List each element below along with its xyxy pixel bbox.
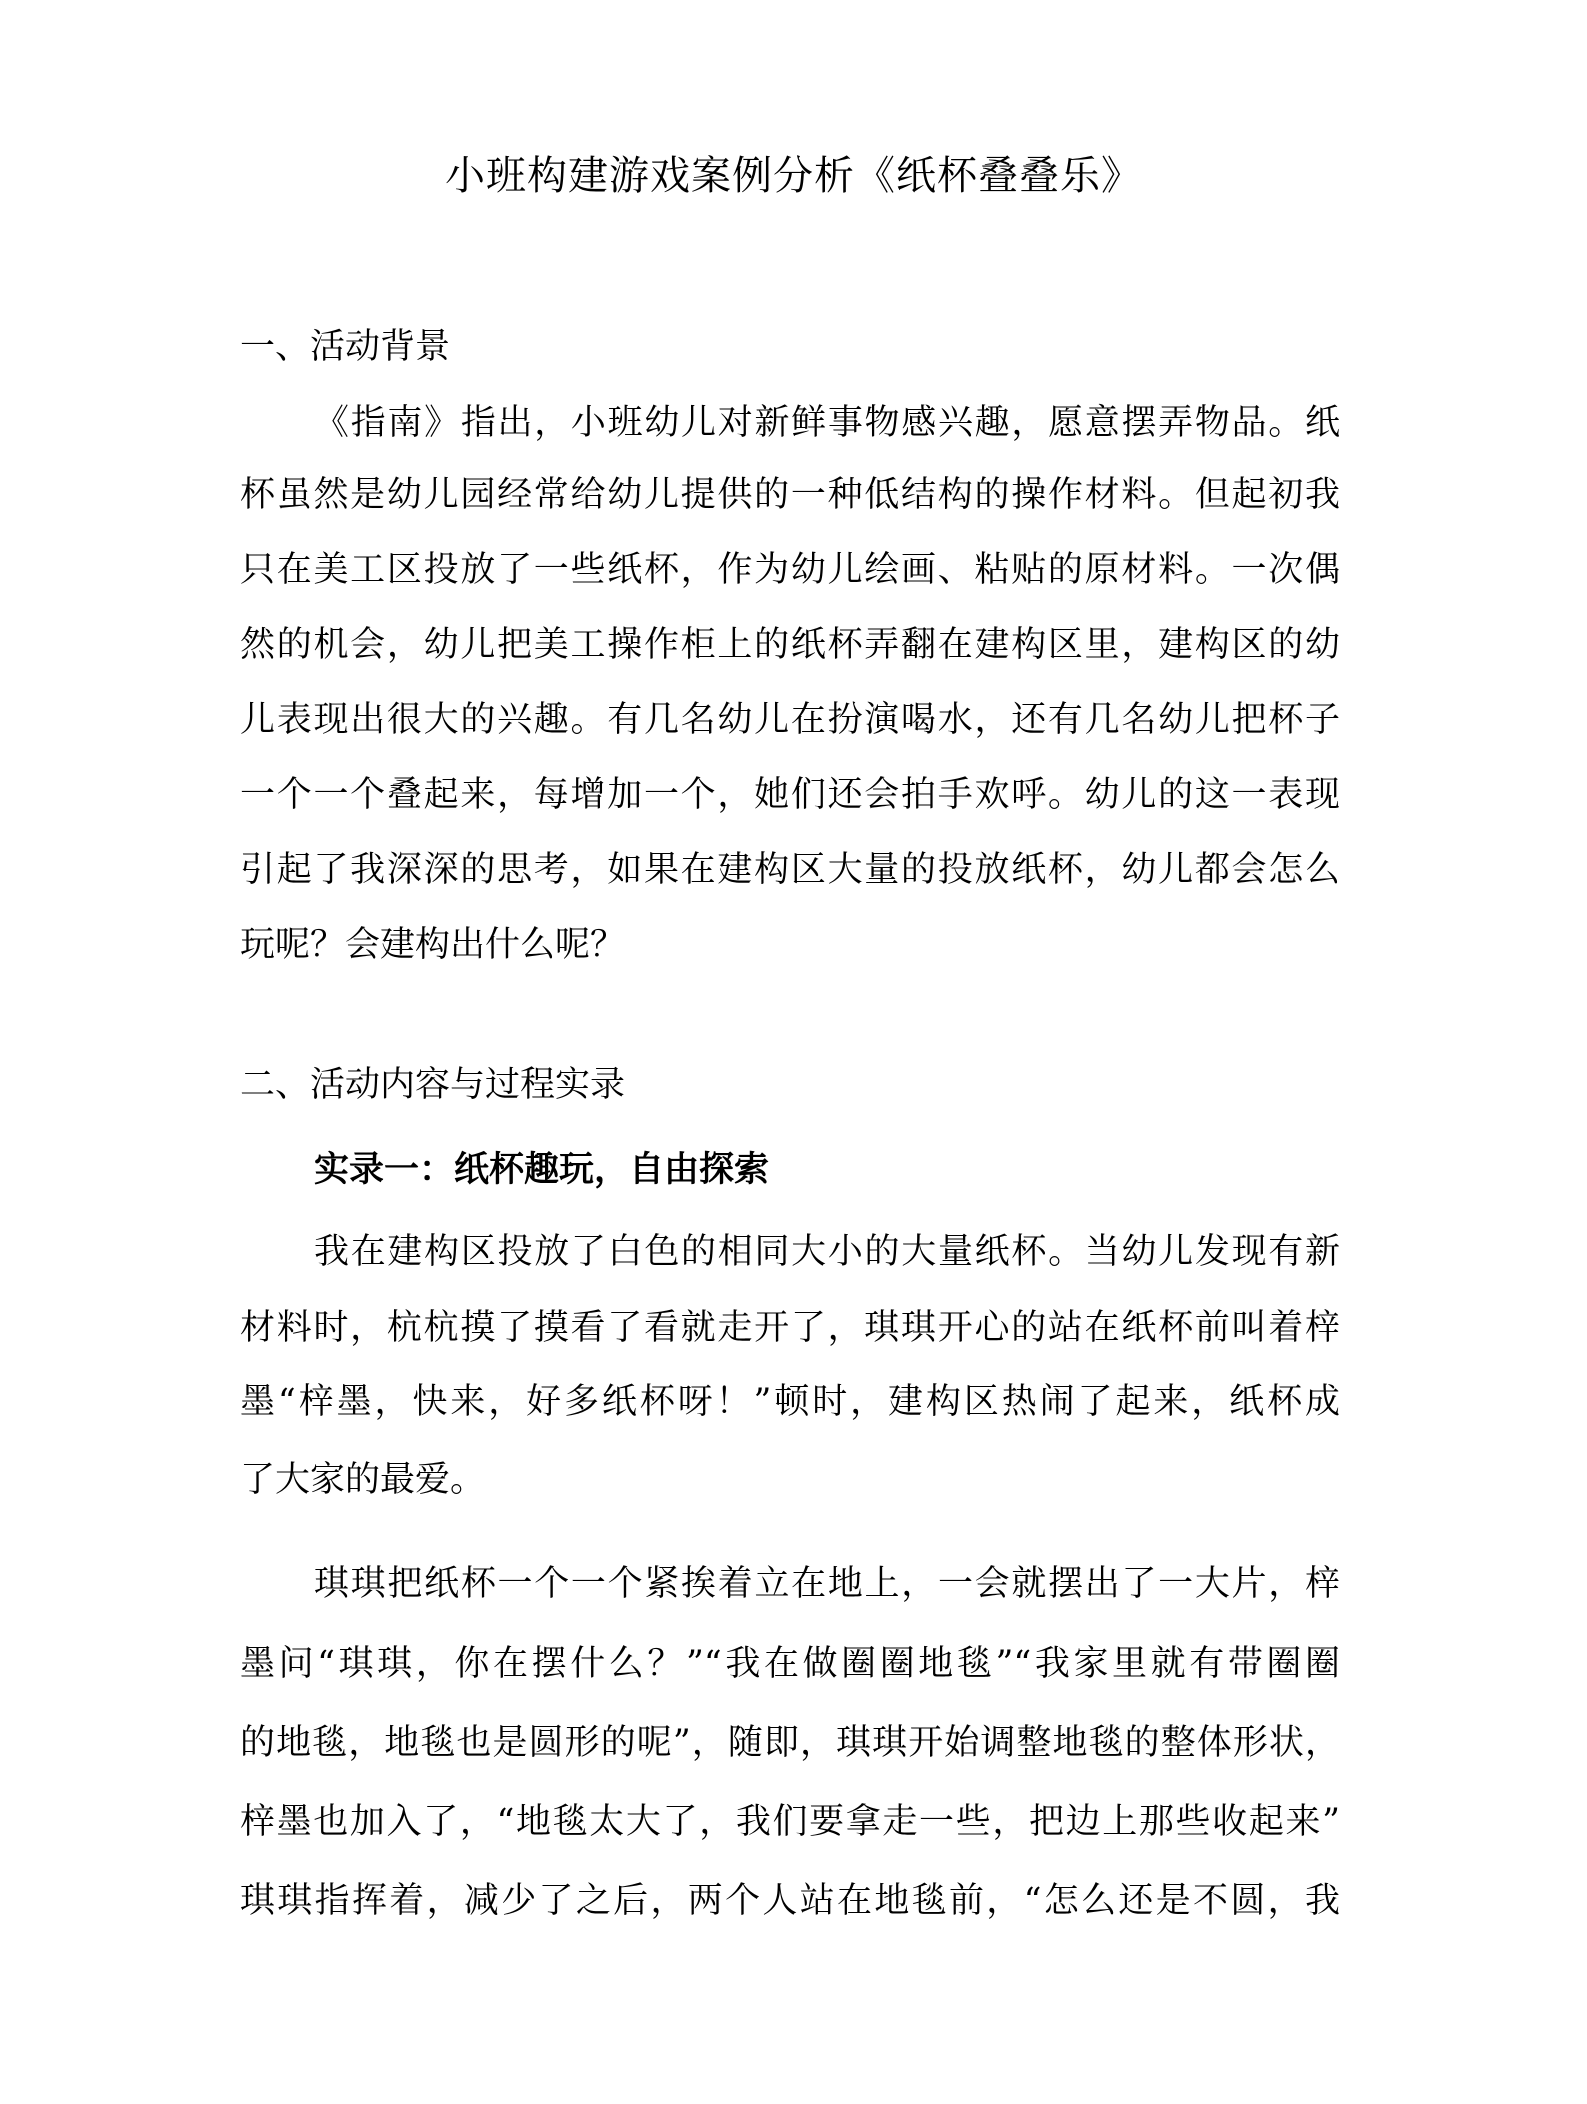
paragraph-line: 墨问“琪琪，你在摆什么？”“我在做圈圈地毯”“我家里就有带圈圈 [240,1644,1340,1684]
paragraph-line: 《指南》指出，小班幼儿对新鲜事物感兴趣，愿意摆弄物品。纸 [314,403,1340,443]
paragraph-line: 琪琪指挥着，减少了之后，两个人站在地毯前，“怎么还是不圆，我 [240,1881,1340,1921]
paragraph-line: 玩呢？会建构出什么呢？ [240,925,626,965]
subsection-heading-record-one: 实录一：纸杯趣玩，自由探索 [314,1149,770,1190]
paragraph-line: 琪琪把纸杯一个一个紧挨着立在地上，一会就摆出了一大片，梓 [314,1564,1340,1604]
paragraph-line: 儿表现出很大的兴趣。有几名幼儿在扮演喝水，还有几名幼儿把杯子 [240,700,1340,740]
paragraph-line: 一个一个叠起来，每增加一个，她们还会拍手欢呼。幼儿的这一表现 [240,775,1340,815]
section-heading-process: 二、活动内容与过程实录 [240,1065,626,1105]
paragraph-line: 了大家的最爱。 [240,1460,486,1500]
paragraph-line: 材料时，杭杭摸了摸看了看就走开了，琪琪开心的站在纸杯前叫着梓 [240,1308,1340,1348]
paragraph-line: 杯虽然是幼儿园经常给幼儿提供的一种低结构的操作材料。但起初我 [240,475,1340,515]
paragraph-line: 梓墨也加入了，“地毯太大了，我们要拿走一些，把边上那些收起来” [240,1802,1340,1842]
paragraph-line: 然的机会，幼儿把美工操作柜上的纸杯弄翻在建构区里，建构区的幼 [240,625,1340,665]
paragraph-line: 我在建构区投放了白色的相同大小的大量纸杯。当幼儿发现有新 [314,1232,1340,1272]
paragraph-line: 引起了我深深的思考，如果在建构区大量的投放纸杯，幼儿都会怎么 [240,850,1340,890]
paragraph-line: 的地毯，地毯也是圆形的呢”，随即，琪琪开始调整地毯的整体形状， [240,1723,1340,1763]
paragraph-line: 墨“梓墨，快来，好多纸杯呀！”顿时，建构区热闹了起来，纸杯成 [240,1382,1340,1422]
document-title: 小班构建游戏案例分析《纸杯叠叠乐》 [445,153,1142,199]
section-heading-background: 一、活动背景 [240,327,451,367]
paragraph-line: 只在美工区投放了一些纸杯，作为幼儿绘画、粘贴的原材料。一次偶 [240,550,1340,590]
